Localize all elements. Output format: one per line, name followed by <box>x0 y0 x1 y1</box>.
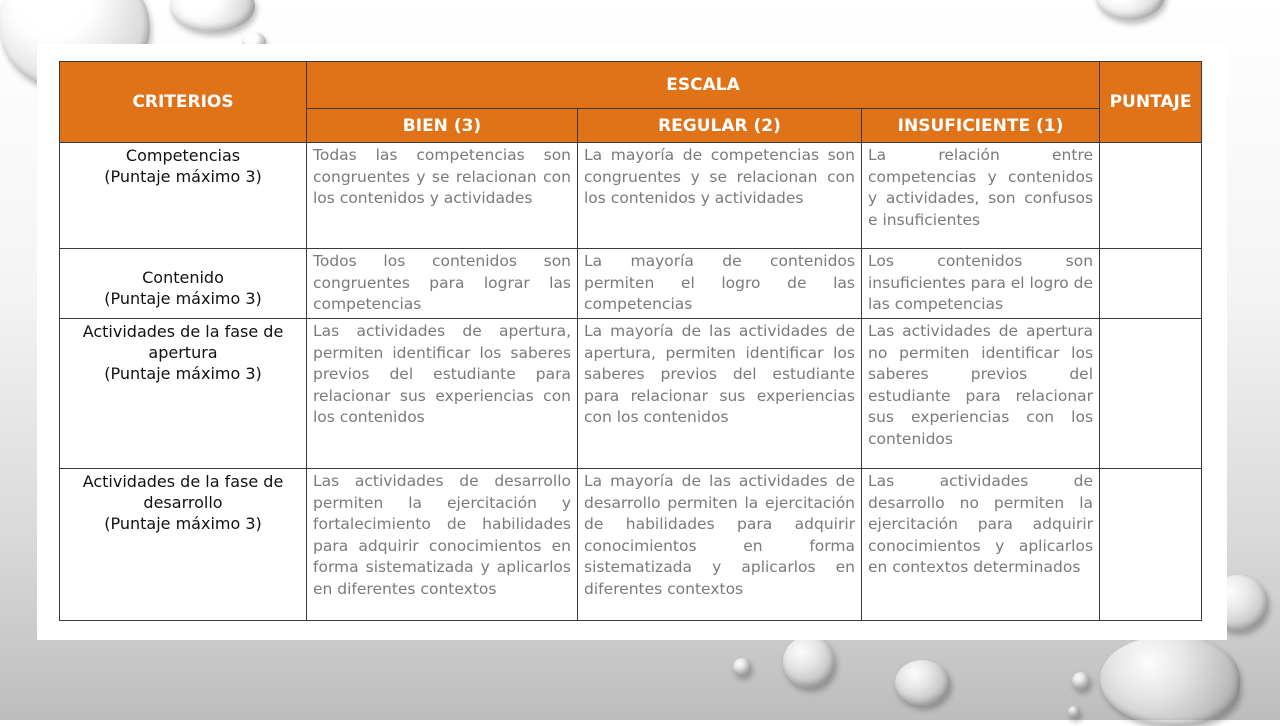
descriptor-insuficiente: Las actividades de desarrollo no permiten la ejercitación para adquirir conocimientos y aplicarlos en contextos determinados <box>862 469 1100 621</box>
criterion-cell <box>60 143 307 249</box>
score-cell[interactable] <box>1100 143 1202 249</box>
descriptor-insuficiente: Los contenidos son insuficientes para el logro de las competencias <box>862 249 1100 319</box>
water-drop-decoration <box>1095 0 1165 20</box>
criterion-name: Contenido <box>142 268 224 287</box>
descriptor-regular: La mayoría de competencias son congruentes y se relacionan con los contenidos y actividades <box>578 143 862 249</box>
criterion-max-score: (Puntaje máximo 3) <box>104 514 262 533</box>
header-level-insuficiente: INSUFICIENTE (1) <box>862 109 1100 143</box>
descriptor-regular: La mayoría de contenidos permiten el logro de las competencias <box>578 249 862 319</box>
header-criterios: CRITERIOS <box>60 62 307 143</box>
descriptor-bien: Las actividades de apertura, permiten identificar los saberes previos del estudiante para relacionar sus experiencias con los contenidos <box>307 319 578 469</box>
table-row <box>60 319 1202 469</box>
header-level-regular: REGULAR (2) <box>578 109 862 143</box>
header-puntaje: PUNTAJE <box>1100 62 1202 143</box>
table-row <box>60 143 1202 249</box>
water-drop-decoration <box>733 658 751 676</box>
descriptor-bien: Las actividades de desarrollo permiten la ejercitación y fortalecimiento de habilidades para adquirir conocimientos en forma sistematizada y aplicarlos en diferentes contextos <box>307 469 578 621</box>
water-drop-decoration <box>1072 672 1090 690</box>
rubric-panel <box>37 44 1227 640</box>
water-drop-decoration <box>1100 636 1240 726</box>
water-drop-decoration <box>895 660 950 706</box>
header-escala: ESCALA <box>307 62 1100 109</box>
descriptor-regular: La mayoría de las actividades de apertura, permiten identificar los saberes previos del estudiante para relacionar sus experiencias con los contenidos <box>578 319 862 469</box>
criterion-name: Actividades de la fase de desarrollo <box>82 472 284 512</box>
water-drop-decoration <box>783 636 835 688</box>
score-cell[interactable] <box>1100 249 1202 319</box>
descriptor-bien: Todos los contenidos son congruentes para lograr las competencias <box>307 249 578 319</box>
table-row <box>60 249 1202 319</box>
criterion-cell <box>60 469 307 621</box>
descriptor-insuficiente: Las actividades de apertura no permiten identificar los saberes previos del estudiante para relacionar sus experiencias con los contenidos <box>862 319 1100 469</box>
score-cell[interactable] <box>1100 319 1202 469</box>
criterion-max-score: (Puntaje máximo 3) <box>104 167 262 186</box>
rubric-table <box>59 61 1202 621</box>
descriptor-regular: La mayoría de las actividades de desarrollo permiten la ejercitación de habilidades para adquirir conocimientos en forma sistematizada y aplicarlos en diferentes contextos <box>578 469 862 621</box>
header-level-bien: BIEN (3) <box>307 109 578 143</box>
descriptor-insuficiente: La relación entre competencias y contenidos y actividades, son confusos e insuficientes <box>862 143 1100 249</box>
criterion-max-score: (Puntaje máximo 3) <box>104 364 262 383</box>
criterion-name: Actividades de la fase de apertura <box>82 322 284 362</box>
table-row <box>60 469 1202 621</box>
water-drop-decoration <box>170 0 255 32</box>
water-drop-decoration <box>1068 706 1080 718</box>
criterion-cell <box>60 319 307 469</box>
criterion-cell <box>60 249 307 319</box>
criterion-max-score: (Puntaje máximo 3) <box>104 289 262 308</box>
descriptor-bien: Todas las competencias son congruentes y se relacionan con los contenidos y actividades <box>307 143 578 249</box>
score-cell[interactable] <box>1100 469 1202 621</box>
criterion-name: Competencias <box>125 146 241 165</box>
